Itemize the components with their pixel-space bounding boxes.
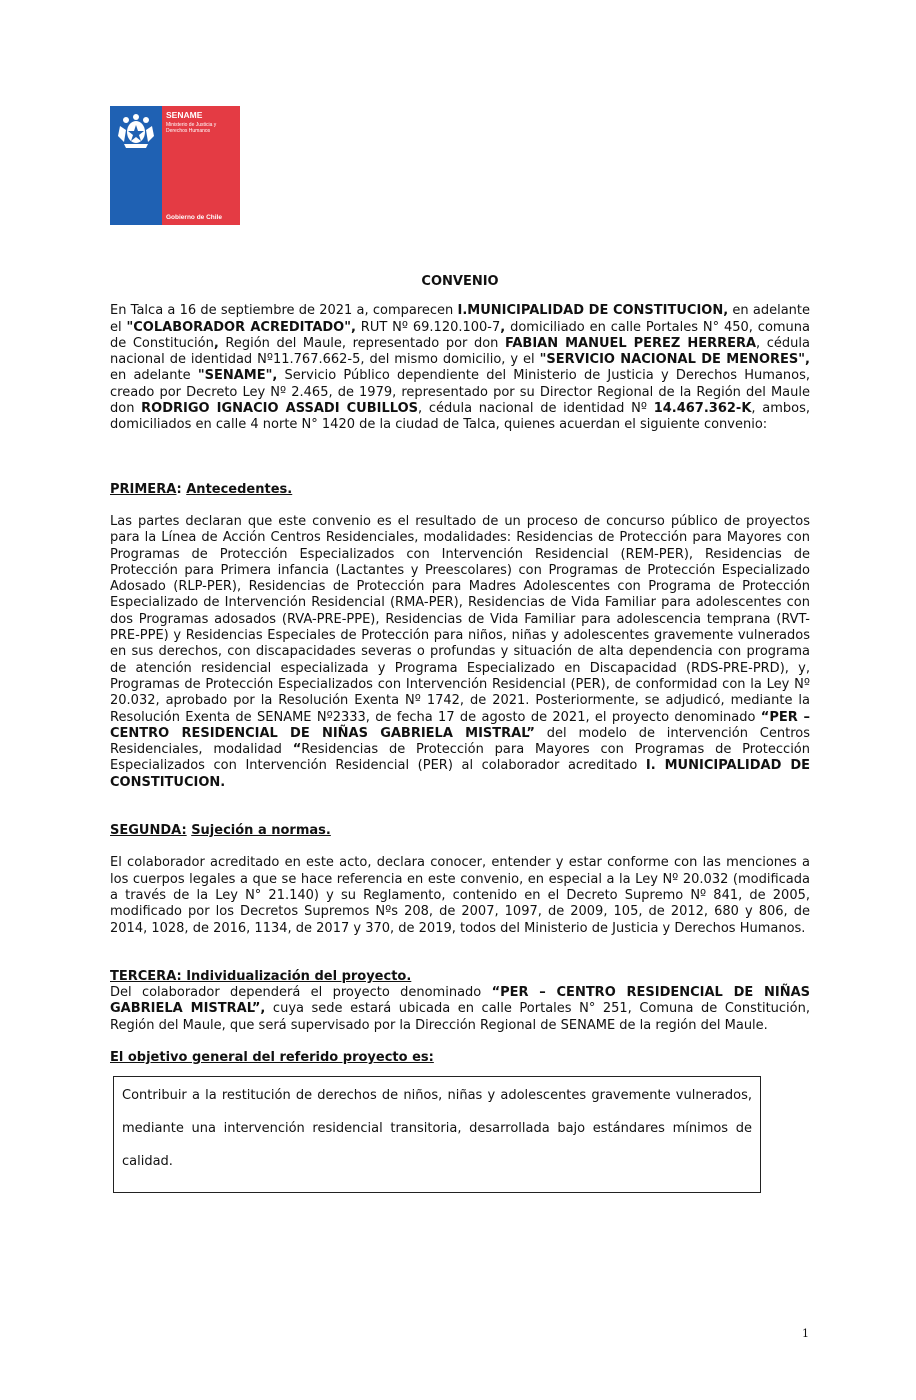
tercera-text: cuya sede estará ubicada en calle Portales N° 251, Comuna de Constitución, Región del Maule, que será supervisado por la Dirección Regional de SENAME de la región del Maule. <box>110 1001 810 1033</box>
intro-text: Región del Maule, representado por don <box>218 335 505 351</box>
section-colon: : <box>176 481 187 497</box>
intro-bold: RODRIGO IGNACIO ASSADI CUBILLOS <box>141 401 418 417</box>
chile-coat-of-arms-icon <box>114 112 158 152</box>
tercera-text: Del colaborador dependerá el proyecto denominado <box>110 985 492 1001</box>
section-title: Antecedentes. <box>186 481 293 497</box>
intro-bold: , <box>500 319 506 335</box>
intro-bold: , <box>213 335 219 351</box>
intro-text: en adelante el <box>110 303 810 335</box>
primera-paragraph <box>110 514 810 791</box>
logo-ministry: Ministerio de Justicia y Derechos Humanos <box>166 122 217 134</box>
logo-government: Gobierno de Chile <box>166 214 222 221</box>
tercera-paragraph <box>110 985 810 1034</box>
spacer <box>110 791 810 823</box>
primera-text: Residencias de Protección para Mayores con Programas de Protección Especializados con Intervención Residencial (PER) al colaborador acreditado <box>110 742 810 774</box>
spacer <box>110 466 810 482</box>
document-title: CONVENIO <box>421 274 499 289</box>
objective-heading: El objetivo general del referido proyecto es: <box>110 1049 434 1065</box>
spacer <box>110 498 810 514</box>
logo-brand: SENAME <box>166 110 203 120</box>
objective-box: Contribuir a la restitución de derechos de niños, niñas y adolescentes gravemente vulnerados, mediante una intervención residencial transitoria, desarrollada bajo estándares mínimos de calidad. <box>113 1076 761 1193</box>
intro-text: en adelante <box>110 368 198 384</box>
intro-text: Servicio Público dependiente del Ministerio de Justicia y Derechos Humanos, creado por Decreto Ley Nº 2.465, de 1979, representado por su Director Regional de la Región del Maule don <box>110 368 811 417</box>
intro-bold: "SERVICIO NACIONAL DE MENORES", <box>539 352 810 368</box>
segunda-paragraph: El colaborador acreditado en este acto, declara conocer, entender y estar conforme con las menciones a los cuerpos legales a que se hace referencia en este convenio, en especial a la Ley Nº 20.032 (modificada a través de la Ley N° 21.140) y su Reglamento, contenido en el Decreto Supremo Nº 841, de 2005, modificado por los Decretos Supremos Nºs 208, de 2007, 1097, de 2009, 105, de 2012, 680 y 806, de 2014, 1028, de 2016, 1134, de 2017 y 370, de 2019, todos del Ministerio de Justicia y Derechos Humanos. <box>110 855 810 936</box>
intro-bold: "SENAME", <box>197 368 278 384</box>
primera-text: del modelo de intervención Centros Residenciales, modalidad <box>110 725 810 758</box>
intro-text: , cédula nacional de identidad Nº <box>418 401 654 417</box>
intro-bold: I.MUNICIPALIDAD DE CONSTITUCION, <box>457 303 729 319</box>
tercera-bold: “PER – CENTRO RESIDENCIAL DE NIÑAS GABRIELA MISTRAL”, <box>110 985 810 1017</box>
spacer <box>110 937 810 969</box>
intro-bold: 14.467.362-K <box>653 401 752 417</box>
intro-text: domiciliado en calle Portales N° 450, comuna de Constitución <box>110 319 811 351</box>
primera-bold: “PER – CENTRO RESIDENCIAL DE NIÑAS GABRIELA MISTRAL” <box>110 709 810 741</box>
intro-text: , ambos, domiciliados en calle 4 norte N° 1420 de la ciudad de Talca, quienes acuerdan el siguiente convenio: <box>110 401 810 433</box>
section-label: SEGUNDA: <box>110 823 187 839</box>
intro-text: , cédula nacional de identidad Nº11.767.662-5, del mismo domicilio, y el <box>110 335 810 368</box>
intro-text: En Talca a 16 de septiembre de 2021 a, comparecen <box>110 303 458 319</box>
logo-red-band <box>162 106 240 225</box>
spacer <box>110 839 810 855</box>
intro-text: RUT Nº 69.120.100-7 <box>355 319 501 335</box>
primera-text: Las partes declaran que este convenio es el resultado de un proceso de concurso público de proyectos para la Línea de Acción Centros Residenciales, modalidades: Residencias de Protección para Mayores con Programas de Protección Especializados con Intervención Residencial (REM-PER), Residencias de Protección para Primera infancia (Lactantes y Preescolares) con Programas de Protección Especializado Adosado (RLP-PER), Residencias de Protección para Madres Adolescentes con Programa de Protección Especializado de Intervención Residencial (RMA-PER), Residencias de Vida Familiar para adolescentes con dos Programas adosados (RVA-PRE-PPE), Residencias de Vida Familiar para adolescencia temprana (RVT-PRE-PPE) y Residencias Especiales de Protección para niños, niñas y adolescentes gravemente vulnerados en sus derechos, con discapacidades severas o profundas y situación de alta dependencia con programa de atención residencial especializada y Programa Especializado en Discapacidad (RDS-PRE-PRD), y, Programas de Protección Especializados con Intervención Residencial (PER), de conformidad con la Ley Nº 20.032, aprobado por la Resolución Exenta Nº 1742, de 2021. Posteriormente, se adjudicó, mediante la Resolución Exenta de SENAME Nº2333, de fecha 17 de agosto de 2021, el proyecto denominado <box>110 513 810 725</box>
primera-bold: “ <box>292 742 302 758</box>
sename-logo <box>110 106 240 225</box>
intro-bold: FABIAN MANUEL PEREZ HERRERA <box>504 335 757 351</box>
section-heading-tercera: TERCERA: Individualización del proyecto. <box>110 968 412 984</box>
section-label: PRIMERA <box>110 481 177 497</box>
section-heading-segunda <box>110 823 810 839</box>
intro-bold: "COLABORADOR ACREDITADO", <box>126 319 356 335</box>
spacer <box>110 1034 810 1050</box>
intro-paragraph <box>110 303 810 433</box>
primera-bold: I. MUNICIPALIDAD DE CONSTITUCION. <box>110 758 811 790</box>
logo-blue-band <box>110 106 162 225</box>
section-heading-primera <box>110 482 810 498</box>
page-number: 1 <box>802 1327 809 1340</box>
document-body <box>110 270 810 1193</box>
spacer <box>110 434 810 466</box>
section-title: Sujeción a normas. <box>191 823 331 839</box>
